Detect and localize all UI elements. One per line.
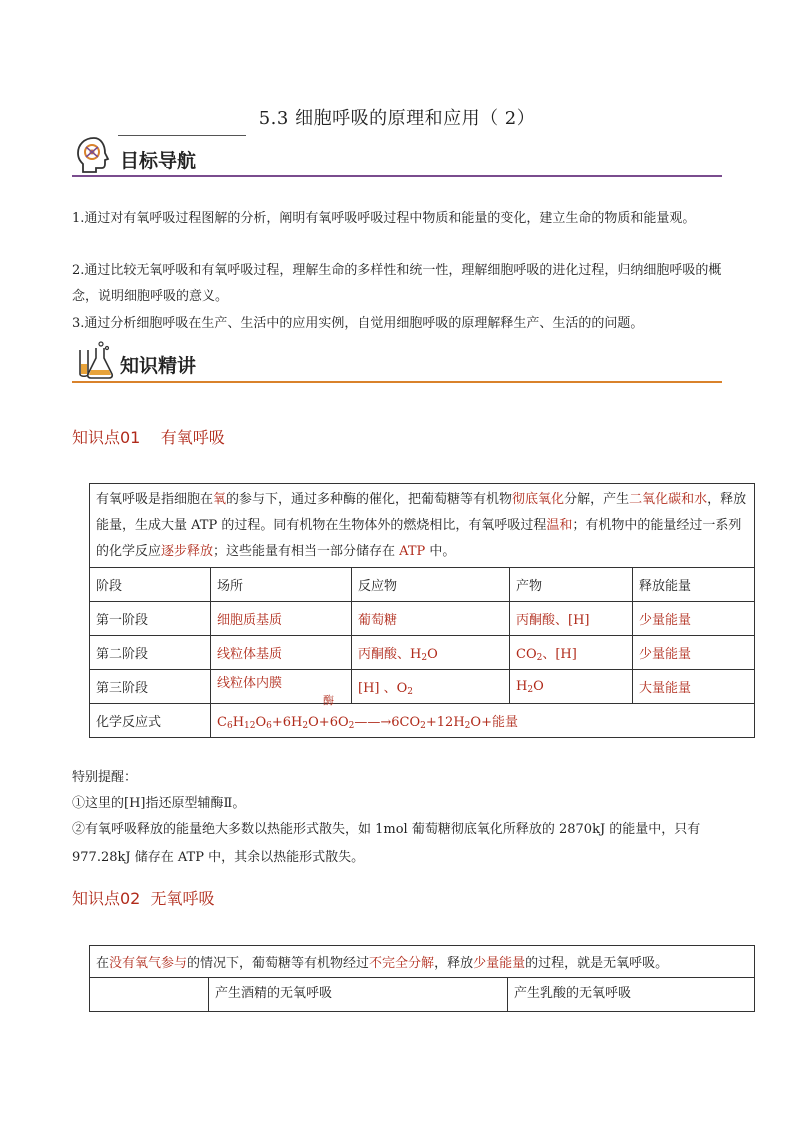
column-header: 阶段: [90, 568, 211, 602]
product-cell: $CO_2$、[H]: [510, 636, 633, 670]
table-row: [90, 602, 755, 636]
reactant-cell: 葡萄糖: [352, 602, 510, 636]
kp2-heading: 知识点02 无氧呼吸: [72, 889, 215, 908]
section-header-knowledge: [72, 340, 722, 384]
aerobic-table: [89, 483, 755, 738]
product-cell: $H_2O$: [510, 670, 633, 704]
section-title-knowledge: 知识精讲: [120, 355, 197, 377]
stage-cell: 第一阶段: [90, 602, 211, 636]
table-row: [90, 704, 755, 738]
site-cell: 线粒体基质: [211, 636, 352, 670]
table-header-row: [90, 978, 755, 1012]
goal-item: 2.通过比较无氧呼吸和有氧呼吸过程，理解生命的多样性和统一性，理解细胞呼吸的进化过程，归纳细胞呼吸的概念，说明细胞呼吸的意义。: [72, 263, 722, 304]
column-header: 释放能量: [633, 568, 755, 602]
table-row: [90, 670, 755, 704]
column-header: 产生乳酸的无氧呼吸: [508, 978, 755, 1012]
anaerobic-definition: 在没有氧气参与的情况下，葡萄糖等有机物经过不完全分解，释放少量能量的过程，就是无氧呼吸。: [90, 946, 755, 978]
chemical-equation: 酶 $C_6H_{12}O_6+6H_2O+6O_2——\to 6CO_2+12H_2O+$能量: [211, 704, 755, 738]
product-cell: 丙酮酸、[H]: [510, 602, 633, 636]
kp1-heading: 知识点01 有氧呼吸: [72, 428, 225, 447]
column-header: 反应物: [352, 568, 510, 602]
enzyme-label: 酶: [323, 694, 334, 707]
energy-cell: 少量能量: [633, 636, 755, 670]
energy-cell: 少量能量: [633, 602, 755, 636]
section-header-goals: [72, 135, 722, 179]
stage-cell: 第二阶段: [90, 636, 211, 670]
anaerobic-table: [89, 945, 755, 1012]
energy-cell: 大量能量: [633, 670, 755, 704]
equation-label: 化学反应式: [90, 704, 211, 738]
site-cell: 细胞质基质: [211, 602, 352, 636]
note-item: ②有氧呼吸释放的能量绝大多数以热能形式散失，如 1mol 葡萄糖彻底氧化所释放的 2870kJ 的能量中，只有 977.28kJ 储存在 ATP 中，其余以热能形式散失。: [72, 822, 701, 865]
stage-cell: 第三阶段: [90, 670, 211, 704]
goal-item: 3.通过分析细胞呼吸在生产、生活中的应用实例，自觉用细胞呼吸的原理解释生产、生活的的问题。: [72, 316, 644, 331]
aerobic-definition: 有氧呼吸是指细胞在氧的参与下，通过多种酶的催化，把葡萄糖等有机物彻底氧化分解，产生二氧化碳和水，释放能量，生成大量 ATP 的过程。同有机物在生物体外的燃烧相比，有氧呼吸过程温和；有机物中的能量经过一系列的化学反应逐步释放；这些能量有相当一部分储存在 ATP 中。: [90, 484, 755, 568]
brain-gear-icon: [74, 135, 114, 175]
empty-cell: [90, 978, 209, 1012]
reactant-cell: [H] 、$O_2$: [352, 670, 510, 704]
note-item: ①这里的[H]指还原型辅酶Ⅱ。: [72, 796, 246, 811]
column-header: 产物: [510, 568, 633, 602]
section-divider: [72, 175, 722, 177]
lab-flask-icon: [74, 340, 114, 380]
site-cell: 线粒体内膜: [211, 670, 352, 704]
section-divider: [72, 381, 722, 383]
section-title-goals: 目标导航: [120, 150, 197, 172]
column-header: 产生酒精的无氧呼吸: [209, 978, 508, 1012]
page-title: 5.3 细胞呼吸的原理和应用（ 2）: [258, 108, 536, 129]
table-header-row: [90, 568, 755, 602]
goal-item: 1.通过对有氧呼吸过程图解的分析，阐明有氧呼吸呼吸过程中物质和能量的变化，建立生命的物质和能量观。: [72, 211, 696, 226]
notes-heading: 特别提醒：: [72, 770, 138, 785]
reactant-cell: 丙酮酸、$H_2O$: [352, 636, 510, 670]
table-row: [90, 636, 755, 670]
column-header: 场所: [211, 568, 352, 602]
